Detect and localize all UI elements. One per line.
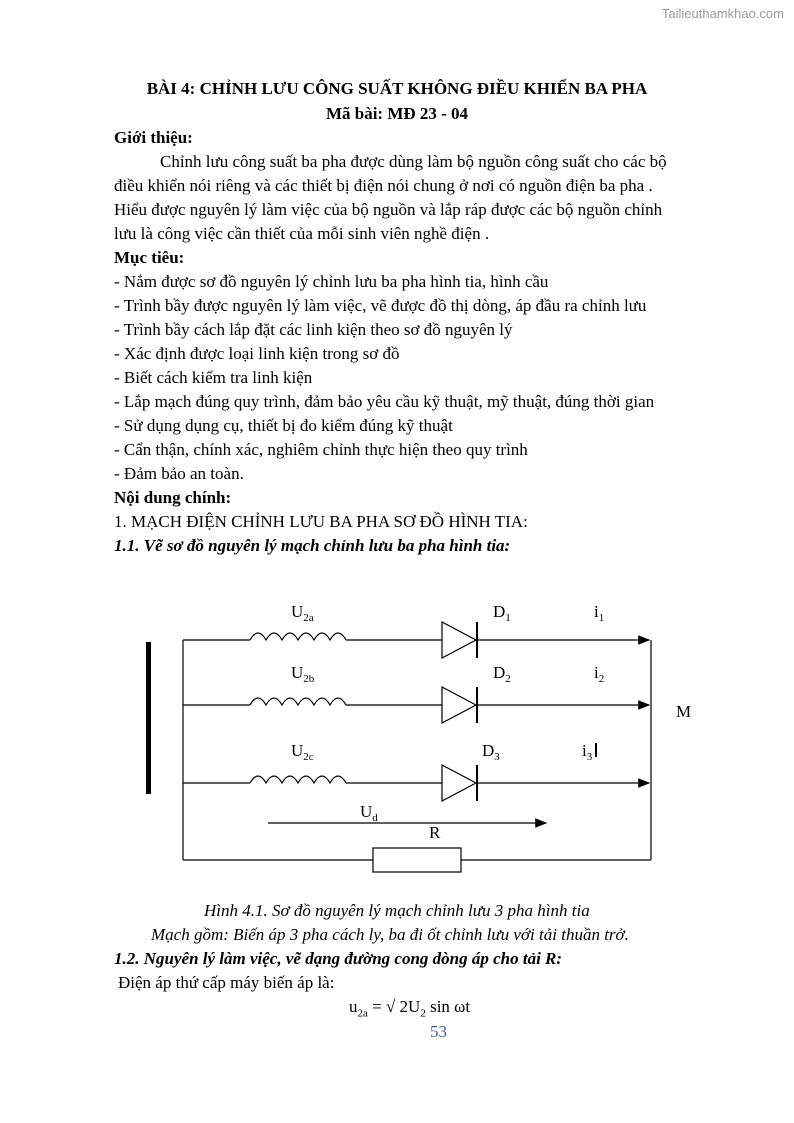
label-u2c: $U_{2c}$ xyxy=(291,741,314,763)
phase-a-branch xyxy=(183,622,649,658)
formula: $u_{2a}$ = √ $2U_2$ sin ωt xyxy=(349,997,471,1020)
coil-b xyxy=(250,698,346,705)
subsection-heading: 1.2. Nguyên lý làm việc, vẽ dạng đường cong dòng áp cho tải R: xyxy=(114,949,563,968)
objective-item: - Trình bầy cách lắp đặt các linh kiện theo sơ đồ nguyên lý xyxy=(114,320,513,339)
intro-line: Hiểu được nguyên lý làm việc của bộ nguồn và lắp ráp được các bộ nguồn chỉnh xyxy=(114,200,663,219)
label-i1: $i_1$ xyxy=(594,602,605,624)
objectives-heading: Mục tiêu: xyxy=(114,248,185,267)
section-heading: 1. MẠCH ĐIỆN CHỈNH LƯU BA PHA SƠ ĐỒ HÌNH TIA: xyxy=(114,512,528,531)
objective-item: - Lắp mạch đúng quy trình, đảm bảo yêu cầu kỹ thuật, mỹ thuật, đúng thời gian xyxy=(114,392,655,411)
subsection-heading: 1.1. Vẽ sơ đồ nguyên lý mạch chỉnh lưu ba pha hình tia: xyxy=(114,536,511,555)
lesson-code: Mã bài: MĐ 23 - 04 xyxy=(325,104,469,123)
label-d2: $D_2$ xyxy=(493,663,511,685)
label-d3: $D_3$ xyxy=(482,741,500,763)
label-r: R xyxy=(429,823,441,842)
resistor xyxy=(373,848,461,872)
diode-d3 xyxy=(442,765,476,801)
diode-d1 xyxy=(442,622,476,658)
label-u2b: $U_{2b}$ xyxy=(291,663,315,685)
phase-b-branch xyxy=(183,687,649,723)
objective-item: - Trình bầy được nguyên lý làm việc, vẽ được đồ thị dòng, áp đầu ra chỉnh lưu xyxy=(114,296,647,315)
label-u2a: $U_{2a}$ xyxy=(291,602,314,624)
objective-item: - Nắm được sơ đồ nguyên lý chỉnh lưu ba pha hình tia, hình cầu xyxy=(114,272,549,291)
figure-description: Mạch gồm: Biến áp 3 pha cách ly, ba đi ốt chỉnh lưu với tải thuần trở. xyxy=(151,925,629,944)
coil-c xyxy=(250,776,346,783)
objective-item: - Sử dụng dụng cụ, thiết bị đo kiểm đúng kỹ thuật xyxy=(114,416,453,435)
intro-line: lưu là công việc cần thiết của mỗi sinh viên nghề điện . xyxy=(114,224,490,243)
formula-intro: Điện áp thứ cấp máy biến áp là: xyxy=(118,973,335,992)
content-heading: Nội dung chính: xyxy=(114,488,232,507)
page-number: 53 xyxy=(430,1022,447,1041)
intro-line: điều khiển nói riêng và các thiết bị điện nói chung ở nơi có nguồn điện ba pha . xyxy=(114,176,653,195)
transformer-core xyxy=(146,642,151,794)
watermark: Tailieuthamkhao.com xyxy=(661,6,784,21)
label-d1: $D_1$ xyxy=(493,602,511,624)
page-title: BÀI 4: CHỈNH LƯU CÔNG SUẤT KHÔNG ĐIỀU KHIỂN BA PHA xyxy=(146,79,648,98)
diode-d2 xyxy=(442,687,476,723)
objective-item: - Đảm bảo an toàn. xyxy=(114,464,244,483)
label-m: M xyxy=(676,702,692,721)
label-i3: $i_3$ xyxy=(582,741,593,763)
figure-caption: Hình 4.1. Sơ đồ nguyên lý mạch chỉnh lưu 3 pha hình tia xyxy=(204,901,590,920)
objective-item: - Cẩn thận, chính xác, nghiêm chỉnh thực hiện theo quy trình xyxy=(114,440,528,459)
intro-heading: Giới thiệu: xyxy=(114,128,193,147)
label-i2: $i_2$ xyxy=(594,663,605,685)
circuit-diagram xyxy=(0,570,794,900)
objective-item: - Biết cách kiểm tra linh kiện xyxy=(114,368,313,387)
intro-line: Chỉnh lưu công suất ba pha được dùng làm bộ nguồn công suất cho các bộ xyxy=(160,152,667,171)
label-ud: $U_d$ xyxy=(360,802,378,824)
phase-c-branch xyxy=(183,765,649,801)
coil-a xyxy=(250,633,346,640)
objective-item: - Xác định được loại linh kiện trong sơ đồ xyxy=(114,344,400,363)
